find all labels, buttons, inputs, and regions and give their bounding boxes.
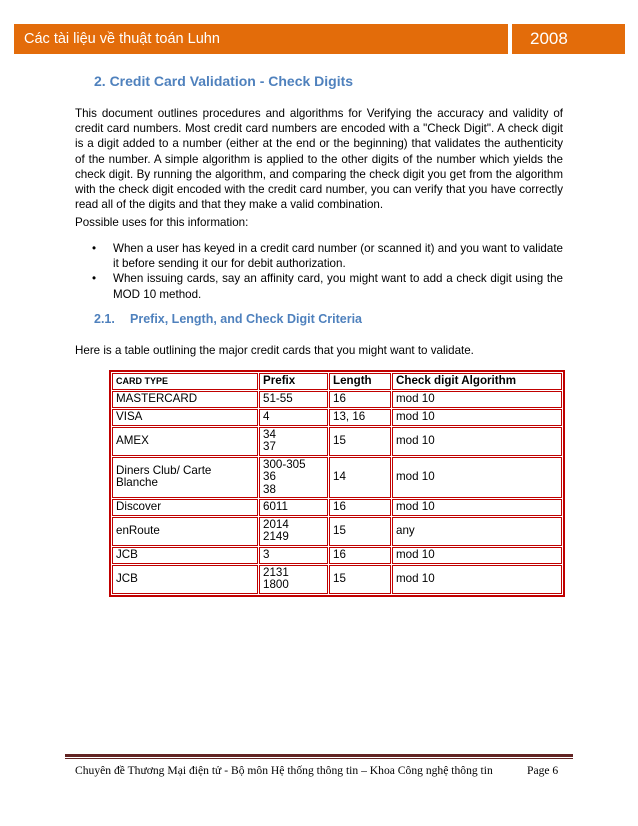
page-number: Page 6: [527, 764, 559, 777]
table-cell: Discover: [112, 499, 258, 516]
table-row: [112, 547, 562, 564]
table-cell: 16: [329, 499, 391, 516]
footer-rule: [65, 754, 573, 757]
footer-rule-thin: [65, 758, 573, 759]
header-title: Các tài liệu về thuật toán Luhn: [14, 24, 508, 54]
table-cell: mod 10: [392, 547, 562, 564]
table-header-row: [112, 373, 562, 390]
table-row: [112, 427, 562, 456]
header-cell: Prefix: [259, 373, 328, 390]
intro-paragraph: This document outlines procedures and algorithms for Verifying the accuracy and validity of credit card numbers. Most credit card numbers are encoded with a "Check Digit". A check digit is a digit added to a number (either at the end or the beginning) that validates the authenticity of the number. A simple algorithm is applied to the other digits of the number which yields the check digit. By running the algorithm, and comparing the check digit you get from the algorithm with the check digit encoded with the credit card number, you can verify that you have correctly read all of the digits and that they make a valid combination.: [75, 107, 563, 212]
table-cell: 16: [329, 547, 391, 564]
table-cell: 4: [259, 409, 328, 426]
table-cell: 2131 1800: [259, 565, 328, 594]
footer-text: Chuyên đề Thương Mại điện tử - Bộ môn Hệ thống thông tin – Khoa Công nghệ thông tin: [75, 764, 493, 777]
table-cell: 15: [329, 565, 391, 594]
bullet-text: When issuing cards, say an affinity card, you might want to add a check digit using the MOD 10 method.: [113, 272, 563, 301]
table-cell: 3: [259, 547, 328, 564]
subsection-number: 2.1.: [94, 312, 115, 326]
table-row: [112, 391, 562, 408]
table-row: [112, 409, 562, 426]
table-cell: JCB: [112, 565, 258, 594]
table-cell: enRoute: [112, 517, 258, 546]
bullet-text: When a user has keyed in a credit card number (or scanned it) and you want to validate it before sending it our for debit authorization.: [113, 242, 563, 271]
table-cell: MASTERCARD: [112, 391, 258, 408]
table-cell: Diners Club/ Carte Blanche: [112, 457, 258, 498]
table-cell: 14: [329, 457, 391, 498]
header-cell: CARD TYPE: [112, 373, 258, 390]
table-row: [112, 517, 562, 546]
table-cell: VISA: [112, 409, 258, 426]
uses-label: Possible uses for this information:: [75, 216, 249, 229]
table-cell: mod 10: [392, 427, 562, 456]
header-cell: Length: [329, 373, 391, 390]
table-cell: 2014 2149: [259, 517, 328, 546]
credit-card-table: [109, 370, 565, 597]
list-item: [75, 271, 563, 301]
table-cell: mod 10: [392, 499, 562, 516]
header-year: 2008: [512, 24, 625, 54]
bullet-icon: •: [92, 242, 97, 255]
table-cell: 300-305 36 38: [259, 457, 328, 498]
table-cell: mod 10: [392, 565, 562, 594]
page-header: [14, 24, 625, 54]
table-row: [112, 499, 562, 516]
table-cell: 13, 16: [329, 409, 391, 426]
table-cell: JCB: [112, 547, 258, 564]
table-row: [112, 457, 562, 498]
table-cell: mod 10: [392, 409, 562, 426]
table-cell: 15: [329, 517, 391, 546]
table-row: [112, 565, 562, 594]
table-intro: Here is a table outlining the major credit cards that you might want to validate.: [75, 344, 474, 357]
table-cell: AMEX: [112, 427, 258, 456]
table-cell: 51-55: [259, 391, 328, 408]
table-cell: any: [392, 517, 562, 546]
table-cell: 34 37: [259, 427, 328, 456]
section-heading: 2. Credit Card Validation - Check Digits: [94, 73, 354, 89]
subsection-title: Prefix, Length, and Check Digit Criteria: [130, 312, 362, 326]
table-cell: 15: [329, 427, 391, 456]
table-cell: mod 10: [392, 457, 562, 498]
header-cell: Check digit Algorithm: [392, 373, 562, 390]
subsection-heading: [94, 312, 362, 326]
bullet-icon: •: [92, 272, 97, 286]
table-cell: mod 10: [392, 391, 562, 408]
table-cell: 16: [329, 391, 391, 408]
list-item: [75, 241, 563, 271]
uses-list: [75, 241, 563, 302]
table-cell: 6011: [259, 499, 328, 516]
